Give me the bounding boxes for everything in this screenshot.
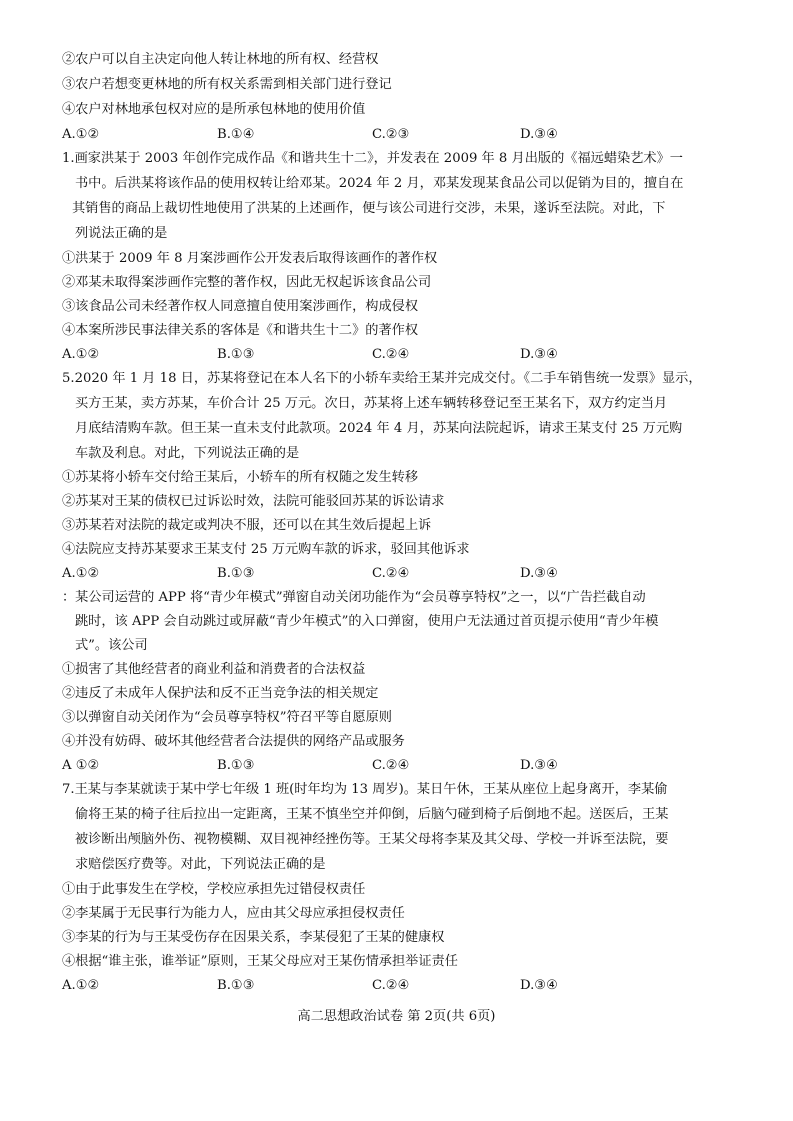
choice-item-1: ①洪某于 2009 年 8 月案涉画作公开发表后取得该画作的著作权 — [62, 251, 438, 266]
answer-options — [62, 758, 762, 774]
question-stem-line: ：某公司运营的 APP 将“青少年模式”弹窗自动关闭功能作为“会员尊享特权”之一，以“广告拦截自动 — [62, 590, 646, 605]
option-c: C.②④ — [372, 347, 410, 362]
option-b: B.①④ — [217, 127, 255, 142]
option-d: D.③④ — [520, 978, 558, 993]
option-d: D.③④ — [520, 758, 558, 773]
question-stem-line: 跳时，该 APP 会自动跳过或屏蔽“青少年模式”的入口弹窗，使用户无法通过首页提示使用“青少年模 — [75, 614, 659, 629]
choice-item-3: ③该食品公司未经著作权人同意擅自使用案涉画作，构成侵权 — [62, 299, 419, 314]
choice-item-3: ③李某的行为与王某受伤存在因果关系，李某侵犯了王某的健康权 — [62, 930, 445, 945]
question-stem-line: 偷将王某的椅子往后拉出一定距离，王某不慎坐空并仰倒，后脑勺碰到椅子后倒地不起。送医后，王某 — [75, 807, 669, 822]
question-stem-line: 其销售的商品上裁切性地使用了洪某的上述画作，便与该公司进行交涉，未果，遂诉至法院。对此，下 — [72, 201, 666, 216]
choice-item-4: ④农户对林地承包权对应的是所承包林地的使用价值 — [62, 102, 366, 117]
answer-options — [62, 127, 762, 143]
choice-item-4: ④根据“谁主张，谁举证”原则，王某父母应对王某伤情承担举证责任 — [62, 954, 458, 969]
option-d: D.③④ — [520, 347, 558, 362]
question-stem-line: 7.王某与李某就读于某中学七年级 1 班(时年均为 13 周岁)。某日午休，王某从座位上起身离开，李某偷 — [62, 782, 668, 797]
page-footer: 高二思想政治试卷 第 2页(共 6页) — [297, 1009, 496, 1024]
option-d: D.③④ — [520, 566, 558, 581]
question-stem-line: 车款及利息。对此，下列说法正确的是 — [75, 446, 300, 461]
option-c: C.②④ — [372, 758, 410, 773]
choice-item-4: ④并没有妨碍、破坏其他经营者合法提供的网络产品或服务 — [62, 734, 405, 749]
answer-options — [62, 978, 762, 994]
question-stem-line: 式”。该公司 — [75, 638, 148, 653]
option-c: C.②④ — [372, 566, 410, 581]
question-stem-line: 月底结清购车款。但王某一直未支付此款项。2024 年 4 月，苏某向法院起诉，请求王某支付 25 万元购 — [75, 421, 683, 436]
question-stem-line: 1.画家洪某于 2003 年创作完成作品《和谐共生十二》，并发表在 2009 年 8 月出版的《福远蜡染艺术》一 — [62, 151, 683, 166]
question-stem-line: 买方王某，卖方苏某，车价合计 25 万元。次日，苏某将上述车辆转移登记至王某名下，双方约定当月 — [75, 396, 668, 411]
choice-item-2: ②农户可以自主决定向他人转让林地的所有权、经营权 — [62, 52, 379, 67]
choice-item-4: ④法院应支持苏某要求王某支付 25 万元购车款的诉求，驳回其他诉求 — [62, 542, 470, 557]
question-stem-line: 被诊断出颅脑外伤、视物模糊、双目视神经挫伤等。王某父母将李某及其父母、学校一并诉至法院，要 — [75, 832, 669, 847]
option-c: C.②③ — [372, 127, 410, 142]
option-a: A.①② — [62, 347, 100, 362]
choice-item-2: ②邓某未取得案涉画作完整的著作权，因此无权起诉该食品公司 — [62, 275, 432, 290]
option-a: A.①② — [62, 978, 100, 993]
option-c: C.②④ — [372, 978, 410, 993]
option-d: D.③④ — [520, 127, 558, 142]
choice-item-3: ③农户若想变更林地的所有权关系需到相关部门进行登记 — [62, 77, 392, 92]
choice-item-1: ①由于此事发生在学校，学校应承担先过错侵权责任 — [62, 882, 366, 897]
option-a: A.①② — [62, 127, 100, 142]
option-b: B.①③ — [217, 978, 255, 993]
choice-item-1: ①损害了其他经营者的商业利益和消费者的合法权益 — [62, 662, 366, 677]
choice-item-2: ②李某属于无民事行为能力人，应由其父母应承担侵权责任 — [62, 906, 405, 921]
choice-item-2: ②苏某对王某的债权已过诉讼时效，法院可能驳回苏某的诉讼请求 — [62, 494, 445, 509]
option-b: B.①③ — [217, 758, 255, 773]
answer-options — [62, 566, 762, 582]
option-b: B.①③ — [217, 566, 255, 581]
choice-item-3: ③苏某若对法院的裁定或判决不服，还可以在其生效后提起上诉 — [62, 518, 432, 533]
option-a: A ①② — [62, 758, 100, 773]
answer-options — [62, 347, 762, 363]
question-stem-line: 书中。后洪某将该作品的使用权转让给邓某。2024 年 2 月，邓某发现某食品公司以促销为目的，擅自在 — [75, 176, 684, 191]
question-stem-line: 列说法正确的是 — [75, 226, 168, 241]
option-a: A.①② — [62, 566, 100, 581]
question-stem-line: 求赔偿医疗费等。对此，下列说法正确的是 — [75, 857, 326, 872]
choice-item-3: ③以弹窗自动关闭作为“会员尊享特权”符召平等自愿原则 — [62, 710, 392, 725]
choice-item-2: ②违反了未成年人保护法和反不正当竞争法的相关规定 — [62, 686, 379, 701]
choice-item-4: ④本案所涉民事法律关系的客体是《和谐共生十二》的著作权 — [62, 323, 419, 338]
option-b: B.①③ — [217, 347, 255, 362]
question-stem-line: 5.2020 年 1 月 18 日，苏某将登记在本人名下的小轿车卖给王某并完成交付。《二手车销售统一发票》显示， — [62, 371, 702, 386]
choice-item-1: ①苏某将小轿车交付给王某后，小轿车的所有权随之发生转移 — [62, 470, 419, 485]
